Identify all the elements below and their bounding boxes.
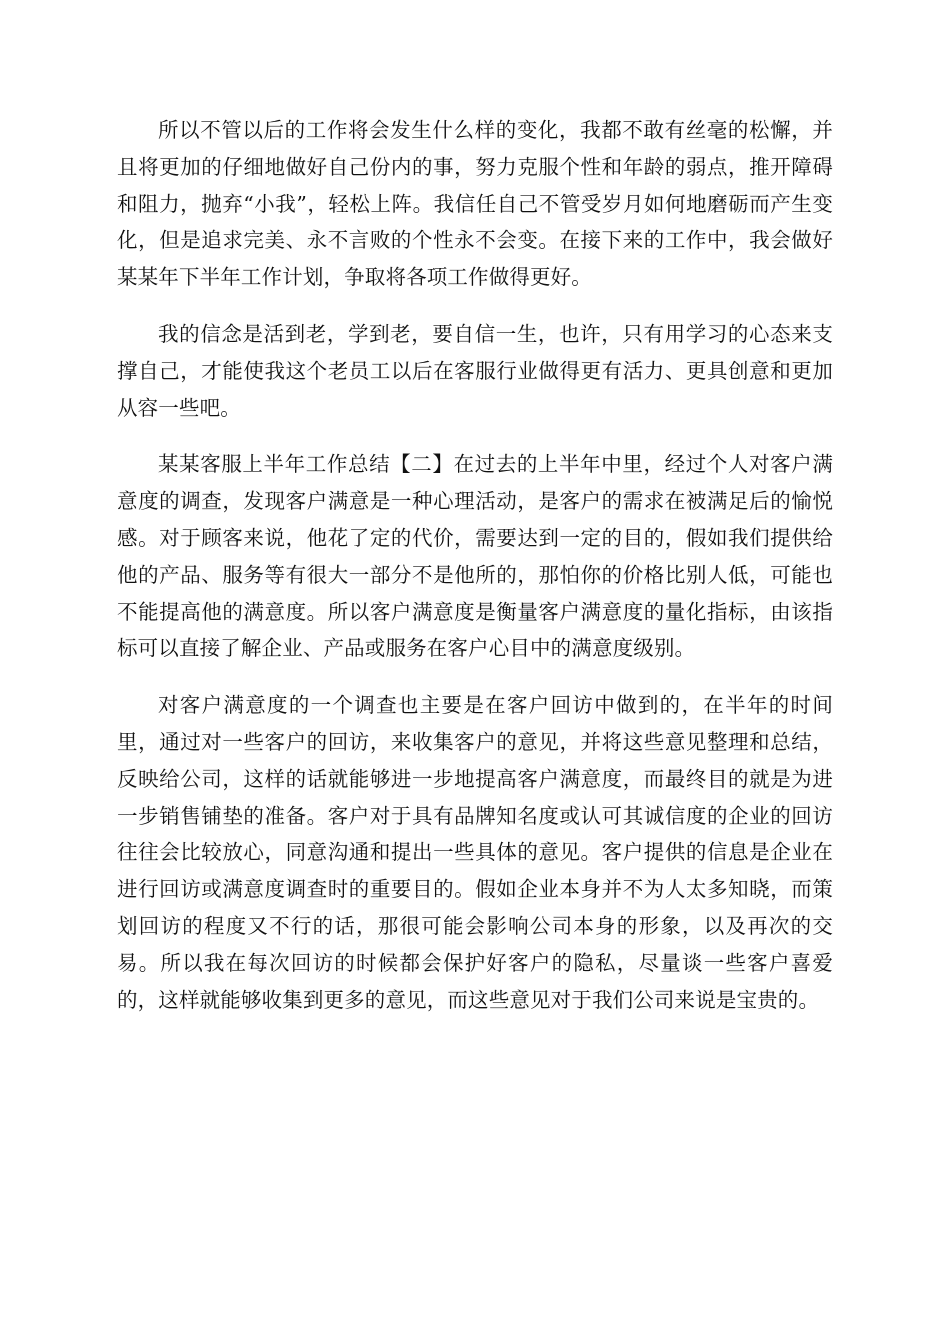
paragraph-4: 对客户满意度的一个调查也主要是在客户回访中做到的，在半年的时间里，通过对一些客户的回访，来收集客户的意见，并将这些意见整理和总结，反映给公司，这样的话就能够进一步地提高客户满意度，而最终目的就是为进一步销售铺垫的准备。客户对于具有品牌知名度或认可其诚信度的企业的回访往往会比较放心，同意沟通和提出一些具体的意见。客户提供的信息是企业在进行回访或满意度调查时的重要目的。假如企业本身并不为人太多知晓，而策划回访的程度又不行的话，那很可能会影响公司本身的形象，以及再次的交易。所以我在每次回访的时候都会保护好客户的隐私，尽量谈一些客户喜爱的，这样就能够收集到更多的意见，而这些意见对于我们公司来说是宝贵的。 xyxy=(117,693,833,1012)
paragraph-3: 某某客服上半年工作总结【二】在过去的上半年中里，经过个人对客户满意度的调查，发现客户满意是一种心理活动，是客户的需求在被满足后的愉悦感。对于顾客来说，他花了定的代价，需要达到一定的目的，假如我们提供给他的产品、服务等有很大一部分不是他所的，那怕你的价格比别人低，可能也不能提高他的满意度。所以客户满意度是衡量客户满意度的量化指标，由该指标可以直接了解企业、产品或服务在客户心目中的满意度级别。 xyxy=(117,452,833,661)
document-page xyxy=(117,112,833,1038)
paragraph-2: 我的信念是活到老，学到老，要自信一生，也许，只有用学习的心态来支撑自己，才能使我这个老员工以后在客服行业做得更有活力、更具创意和更加从容一些吧。 xyxy=(117,321,833,420)
paragraph-1: 所以不管以后的工作将会发生什么样的变化，我都不敢有丝毫的松懈，并且将更加的仔细地做好自己份内的事，努力克服个性和年龄的弱点，推开障碍和阻力，抛弃“小我”，轻松上阵。我信任自己不管受岁月如何地磨砺而产生变化，但是追求完美、永不言败的个性永不会变。在接下来的工作中，我会做好某某年下半年工作计划，争取将各项工作做得更好。 xyxy=(117,118,833,290)
